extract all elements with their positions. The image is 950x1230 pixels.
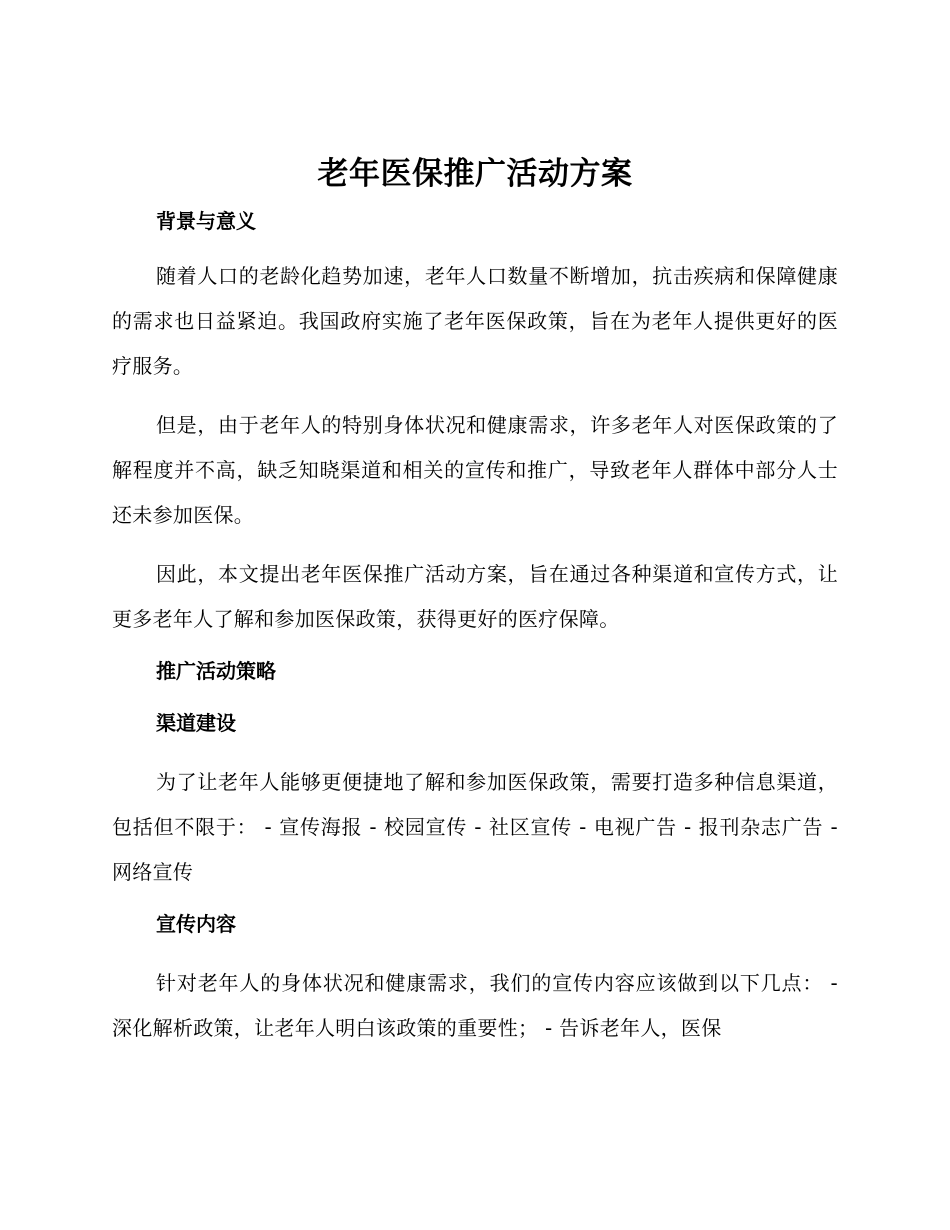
- section-heading-background: 背景与意义: [156, 209, 256, 233]
- section-heading-content: 宣传内容: [156, 912, 236, 936]
- document-title: 老年医保推广活动方案: [317, 156, 633, 192]
- section-heading-strategy: 推广活动策略: [156, 659, 276, 683]
- paragraph-background-3: 因此，本文提出老年医保推广活动方案，旨在通过各种渠道和宣传方式，让更多老年人了解和参加医保政策，获得更好的医疗保障。: [112, 562, 838, 631]
- paragraph-content-1: 针对老年人的身体状况和健康需求，我们的宣传内容应该做到以下几点： - 深化解析政策，让老年人明白该政策的重要性； - 告诉老年人，医保: [112, 971, 838, 1040]
- paragraph-background-2: 但是，由于老年人的特别身体状况和健康需求，许多老年人对医保政策的了解程度并不高，缺乏知晓渠道和相关的宣传和推广，导致老年人群体中部分人士还未参加医保。: [112, 413, 838, 527]
- paragraph-background-1: 随着人口的老龄化趋势加速，老年人口数量不断增加，抗击疾病和保障健康的需求也日益紧迫。我国政府实施了老年医保政策，旨在为老年人提供更好的医疗服务。: [112, 264, 838, 378]
- document-body: [112, 148, 838, 1051]
- paragraph-channel-1: 为了让老年人能够更便捷地了解和参加医保政策，需要打造多种信息渠道，包括但不限于： - 宣传海报 - 校园宣传 - 社区宣传 - 电视广告 - 报刊杂志广告 - 网络宣传: [112, 770, 838, 884]
- section-heading-channel: 渠道建设: [156, 711, 236, 735]
